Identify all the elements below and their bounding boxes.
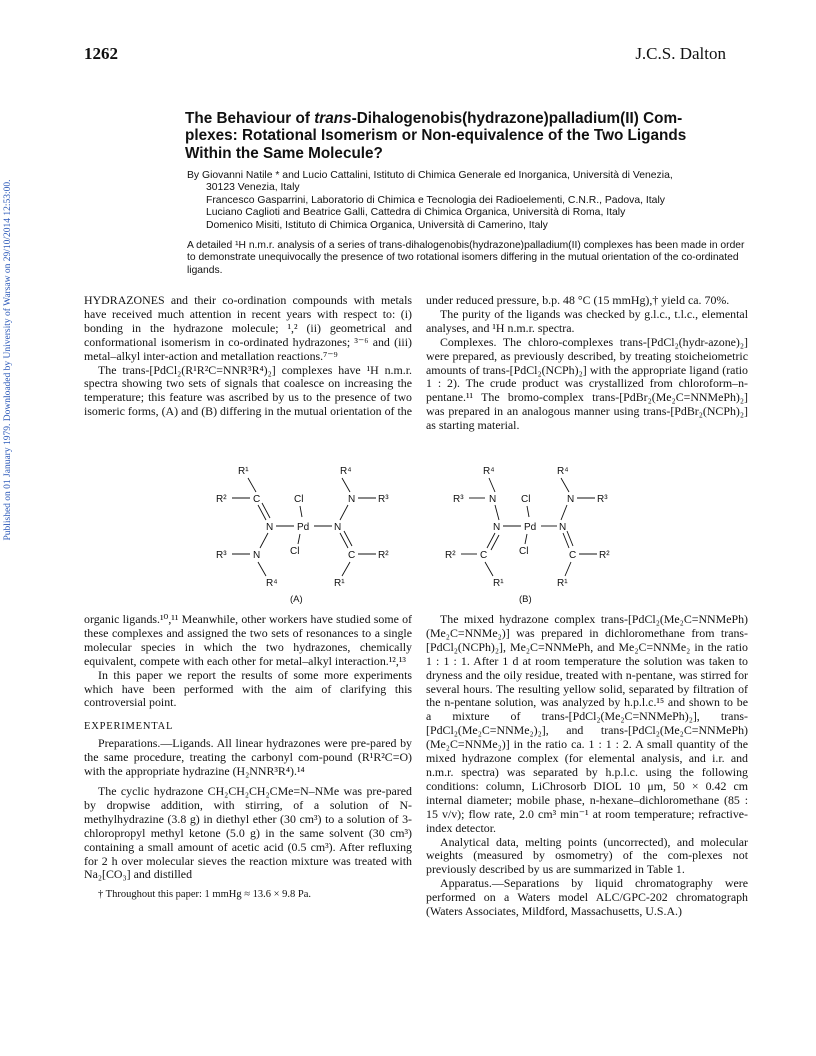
article-title [185, 110, 745, 162]
carbon-label: C [253, 494, 261, 505]
chloro-label: Cl [290, 546, 300, 557]
journal-name: J.C.S. Dalton [635, 44, 726, 63]
r3-label: R³ [378, 494, 389, 505]
body-paragraph: Analytical data, melting points (uncorrected), and molecular weights (measured by osmometry) of the com-plexes not previously described by us are summarized in Table 1. [426, 834, 748, 877]
intro-paragraph: The trans-[PdCl₂(R¹R²C=NNR³R⁴)₂] complexes have ¹H n.m.r. spectra showing two sets of signals that coalesce on increasing the temperature; this feature was ascribed by us to the presence of two isomeric forms, (A) and (B) differing in the mutual orientation of the [84, 362, 413, 419]
author-list [187, 170, 747, 232]
r1-label: R¹ [334, 578, 345, 589]
structure-b [445, 466, 610, 605]
body-paragraph: under reduced pressure, b.p. 48 °C (15 mmHg),† yield ca. 70%. [426, 293, 730, 307]
r1-label: R¹ [493, 578, 504, 589]
intro-paragraph: HYDRAZONES and their co-ordination compounds with metals have received much attention in recent years with respect to: (i) bonding in the hydrazone molecule; ¹,² (ii) geometrical and conformational isomerism in co-ordinated hydrazones; ³⁻⁶ and (iii) metal–alkyl inter-action and metallation reactions.⁷⁻⁹ [84, 293, 412, 363]
footnote: † Throughout this paper: 1 mmHg ≈ 13.6 × 9.8 Pa. [98, 889, 312, 901]
r4-label: R⁴ [483, 466, 495, 477]
chloro-label: Cl [521, 494, 531, 505]
body-paragraph: The cyclic hydrazone CH₂CH₂CH₂CMe=N–NMe was pre-pared by dropwise addition, with stirring, of a solution of N-methylhydrazine (3.8 g) in diethyl ether (30 cm³) to a solution of 3-chloropropyl methyl ketone (5.0 g) in the same solvent (30 cm³) containing a small amount of acetic acid (0.5 cm³). After refluxing for 2 h over molecular sieves the reaction mixture was treated with Na₂[CO₃] and distilled [84, 783, 412, 882]
author-line: 30123 Venezia, Italy [206, 182, 300, 194]
author-line: Francesco Gasparrini, Laboratorio di Chimica e Tecnologia dei Radioelementi, C.N.R., Padova, Italy [206, 194, 665, 206]
body-paragraph: The mixed hydrazone complex trans-[PdCl₂(Me₂C=NNMePh)(Me₂C=NNMe₂)] was prepared in dichloromethane from trans-[PdCl₂(NCPh)₂], Me₂C=NNMePh, and Me₂C=NNMe₂ in the ratio 1 : 1 : 1. After 1 d at room temperature the solution was taken to dryness and the oily residue, treated with n-pentane, was stirred for several hours. The resulting yellow solid, separated by filtration of the n-pentane solution, was analyzed by h.p.l.c.¹⁵ and shown to be a mixture of trans-[PdCl₂(Me₂C=NNMePh)₂], trans-[PdCl₂(Me₂C=NNMe₂)₂], and trans-[PdCl₂(Me₂C=NNMePh)(Me₂C=NNMe₂)] in the ratio ca. 1 : 1 : 2. A small quantity of the mixed hydrazone complex (for elemental analysis, and i.r. and n.m.r. spectra) was separated by h.p.l.c. using the following conditions: column, LiChrosorb DIOL 10 μm, 50 × 0.42 cm internal diameter; mobile phase, n-hexane–dichloromethane (85 : 15 v/v); flow rate, 2.0 cm³ min⁻¹ at room temperature; refractive-index detector. [426, 612, 748, 835]
r2-label: R² [599, 550, 610, 561]
page-number: 1262 [84, 44, 118, 63]
nitrogen-label: N [567, 494, 575, 505]
body-column-left [84, 613, 412, 902]
structure-b-label: (B) [519, 594, 532, 605]
download-watermark [0, 40, 20, 680]
isomer-structures-figure [190, 462, 640, 608]
nitrogen-label: N [493, 522, 501, 533]
title-line-1: The Behaviour of trans-Dihalogenobis(hydrazone)palladium(II) Com- [185, 110, 683, 127]
palladium-label: Pd [524, 522, 537, 533]
carbon-label: C [480, 550, 488, 561]
body-paragraph: The purity of the ligands was checked by g.l.c., t.l.c., elemental analyses, and ¹H n.m.r. spectra. [426, 306, 748, 335]
chloro-label: Cl [519, 546, 529, 557]
r2-label: R² [445, 550, 456, 561]
structure-a [216, 466, 389, 605]
r2-label: R² [216, 494, 227, 505]
experimental-column-right-top [426, 294, 748, 433]
body-paragraph: organic ligands.¹⁰,¹¹ Meanwhile, other workers have studied some of these complexes and assigned the two sets of resonances to a single molecular species in which the two hydrazones, chemically equivalent, compete with each other for metal–alkyl interaction.¹²,¹³ [84, 612, 412, 668]
body-column-right [426, 613, 748, 919]
nitrogen-label: N [348, 494, 356, 505]
r4-label: R⁴ [266, 578, 278, 589]
r1-label: R¹ [238, 466, 249, 477]
download-watermark-text: Published on 01 January 1979. Downloaded by University of Warsaw on 29/10/2014 12:53:00. [3, 179, 13, 541]
author-line: Domenico Misiti, Istituto di Chimica Organica, Università di Camerino, Italy [206, 219, 548, 231]
r1-label: R¹ [557, 578, 568, 589]
nitrogen-label: N [266, 522, 274, 533]
title-line-3: Within the Same Molecule? [185, 144, 383, 162]
abstract: A detailed ¹H n.m.r. analysis of a series of trans-dihalogenobis(hydrazone)palladium(II) complexes has been made in order to demonstrate unequivocally the presence of two rotational isomers differing in the mutual orientation of the co-ordinated ligands. [187, 240, 745, 276]
carbon-label: C [348, 550, 356, 561]
r2-label: R² [378, 550, 389, 561]
body-paragraph: Preparations.—Ligands. All linear hydrazones were pre-pared by the same procedure, treating the carbonyl com-pound (R¹R²C=O) with the appropriate hydrazine (H₂NNR³R⁴).¹⁴ [84, 736, 412, 779]
carbon-label: C [569, 550, 577, 561]
r4-label: R⁴ [340, 466, 352, 477]
author-line: Luciano Caglioti and Beatrice Galli, Cattedra di Chimica Organica, Università di Roma, Italy [206, 207, 626, 219]
nitrogen-label: N [253, 550, 261, 561]
nitrogen-label: N [334, 522, 342, 533]
body-paragraph: In this paper we report the results of some more experiments which have been performed with the aim of clarifying this controversial point. [84, 667, 412, 710]
r3-label: R³ [453, 494, 464, 505]
structure-a-label: (A) [290, 594, 303, 605]
nitrogen-label: N [559, 522, 567, 533]
body-paragraph: Apparatus.—Separations by liquid chromatography were performed on a Waters model ALC/GPC-202 chromatograph (Waters Associates, Mildford, Massachusetts, U.S.A.) [426, 876, 748, 919]
body-paragraph: Complexes. The chloro-complexes trans-[PdCl₂(hydr-azone)₂] were prepared, as previously described, by treating stoicheiometric amounts of trans-[PdCl₂(NCPh)₂] with the appropriate ligand (ratio 1 : 2). The crude product was crystallized from chloroform–n-pentane.¹¹ The bromo-complex trans-[PdBr₂(Me₂C=NNMePh)₂] was prepared in an analogous manner using trans-[PdBr₂(NCPh)₂] as starting material. [426, 334, 748, 433]
r4-label: R⁴ [557, 466, 569, 477]
chloro-label: Cl [294, 494, 304, 505]
title-line-2: plexes: Rotational Isomerism or Non-equivalence of the Two Ligands [185, 127, 687, 145]
r3-label: R³ [597, 494, 608, 505]
nitrogen-label: N [489, 494, 497, 505]
r3-label: R³ [216, 550, 227, 561]
author-line: By Giovanni Natile * and Lucio Cattalini, Istituto di Chimica Generale ed Inorganica, Università di Venezia, [187, 170, 673, 181]
intro-column-left [84, 294, 412, 419]
palladium-label: Pd [297, 522, 310, 533]
section-heading-experimental: EXPERIMENTAL [84, 721, 174, 733]
